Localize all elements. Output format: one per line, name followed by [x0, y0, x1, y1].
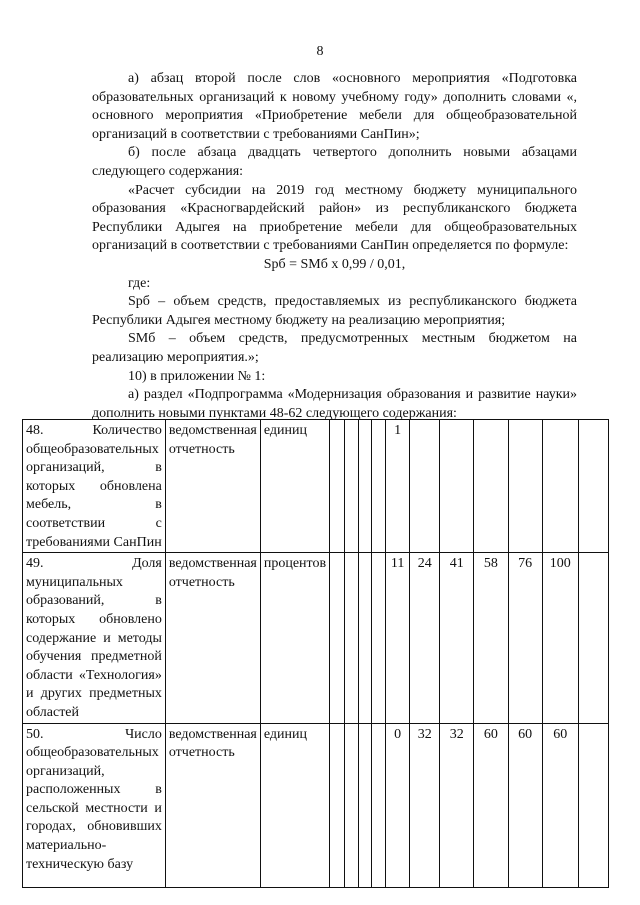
value-cell: 41 [440, 553, 474, 723]
value-cell: 58 [474, 553, 508, 723]
paragraph-smb-definition: SМб – объем средств, предусмотренных местным бюджетом на реализацию мероприятия.»; [92, 331, 577, 365]
paragraph-subsidy-calc: «Расчет субсидии на 2019 год местному бюджету муниципального образования «Красногвардейский район» из республиканского бюджета Республики Адыгея на приобретение мебели для общеобразовательных организаций в соответствии с требованиями СанПин определяется по формуле: [92, 182, 577, 254]
value-cell [440, 420, 474, 553]
value-cell [358, 723, 372, 887]
value-cell [358, 420, 372, 553]
value-cell: 0 [385, 723, 410, 887]
value-cell: 32 [410, 723, 440, 887]
value-cell [330, 723, 345, 887]
value-cell [372, 553, 386, 723]
value-cell [578, 553, 608, 723]
paragraph-amend-a: а) абзац второй после слов «основного мероприятия «Подготовка образовательных организаций к новому учебному году» дополнить словами «, основного мероприятия «Приобретение мебели для общеобразовательной организаций в соответствии с требованиями СанПин»; [92, 71, 577, 142]
value-cell: 60 [542, 723, 578, 887]
unit-cell: процентов [260, 553, 329, 723]
value-cell: 32 [440, 723, 474, 887]
value-cell [345, 420, 359, 553]
indicator-description: 49. Доля муниципальных образований, в которых обновлено содержание и методы обучения предметной области «Технология» и других предметных областей [23, 553, 166, 723]
table-row [23, 420, 640, 553]
indicators-table [22, 419, 640, 888]
value-cell [508, 420, 542, 553]
value-cell [542, 420, 578, 553]
value-cell: 60 [474, 723, 508, 887]
value-cell [372, 723, 386, 887]
value-cell [330, 553, 345, 723]
value-cell: 11 [385, 553, 410, 723]
paragraph-where: где: [128, 275, 151, 291]
table-row [23, 553, 640, 723]
value-cell [578, 723, 608, 887]
value-cell: 24 [410, 553, 440, 723]
formula: Sрб = SМб х 0,99 / 0,01, [263, 256, 406, 272]
source-cell: ведомственная отчетность [165, 723, 260, 887]
value-cell: 1 [385, 420, 410, 553]
unit-cell: единиц [260, 723, 329, 887]
page-number: 8 [316, 44, 324, 59]
source-cell: ведомственная отчетность [165, 553, 260, 723]
paragraph-section-amend: а) раздел «Подпрограмма «Модернизация образования и развитие науки» дополнить новыми пунктами 48-62 следующего содержания: [92, 387, 577, 421]
paragraph-amend-b: б) после абзаца двадцать четвертого дополнить новыми абзацами следующего содержания: [92, 145, 577, 179]
value-cell [345, 723, 359, 887]
value-cell [345, 553, 359, 723]
paragraph-appendix-1: 10) в приложении № 1: [128, 368, 266, 384]
value-cell: 100 [542, 553, 578, 723]
value-cell [372, 420, 386, 553]
indicator-description: 50. Число общеобразовательных организаций, расположенных в сельской местности и городах, обновивших материально-техническую базу [23, 723, 166, 887]
value-cell [358, 553, 372, 723]
value-cell [330, 420, 345, 553]
value-cell: 60 [508, 723, 542, 887]
document-body [92, 70, 577, 423]
value-cell [474, 420, 508, 553]
table-row [23, 723, 640, 887]
indicator-description: 48. Количество общеобразовательных организаций, в которых обновлена мебель, в соответствии с требованиями СанПин [23, 420, 166, 553]
source-cell: ведомственная отчетность [165, 420, 260, 553]
paragraph-srb-definition: Sрб – объем средств, предоставляемых из республиканского бюджета Республики Адыгея местному бюджету на реализацию мероприятия; [92, 294, 577, 328]
unit-cell: единиц [260, 420, 329, 553]
value-cell [410, 420, 440, 553]
value-cell: 76 [508, 553, 542, 723]
value-cell [578, 420, 608, 553]
